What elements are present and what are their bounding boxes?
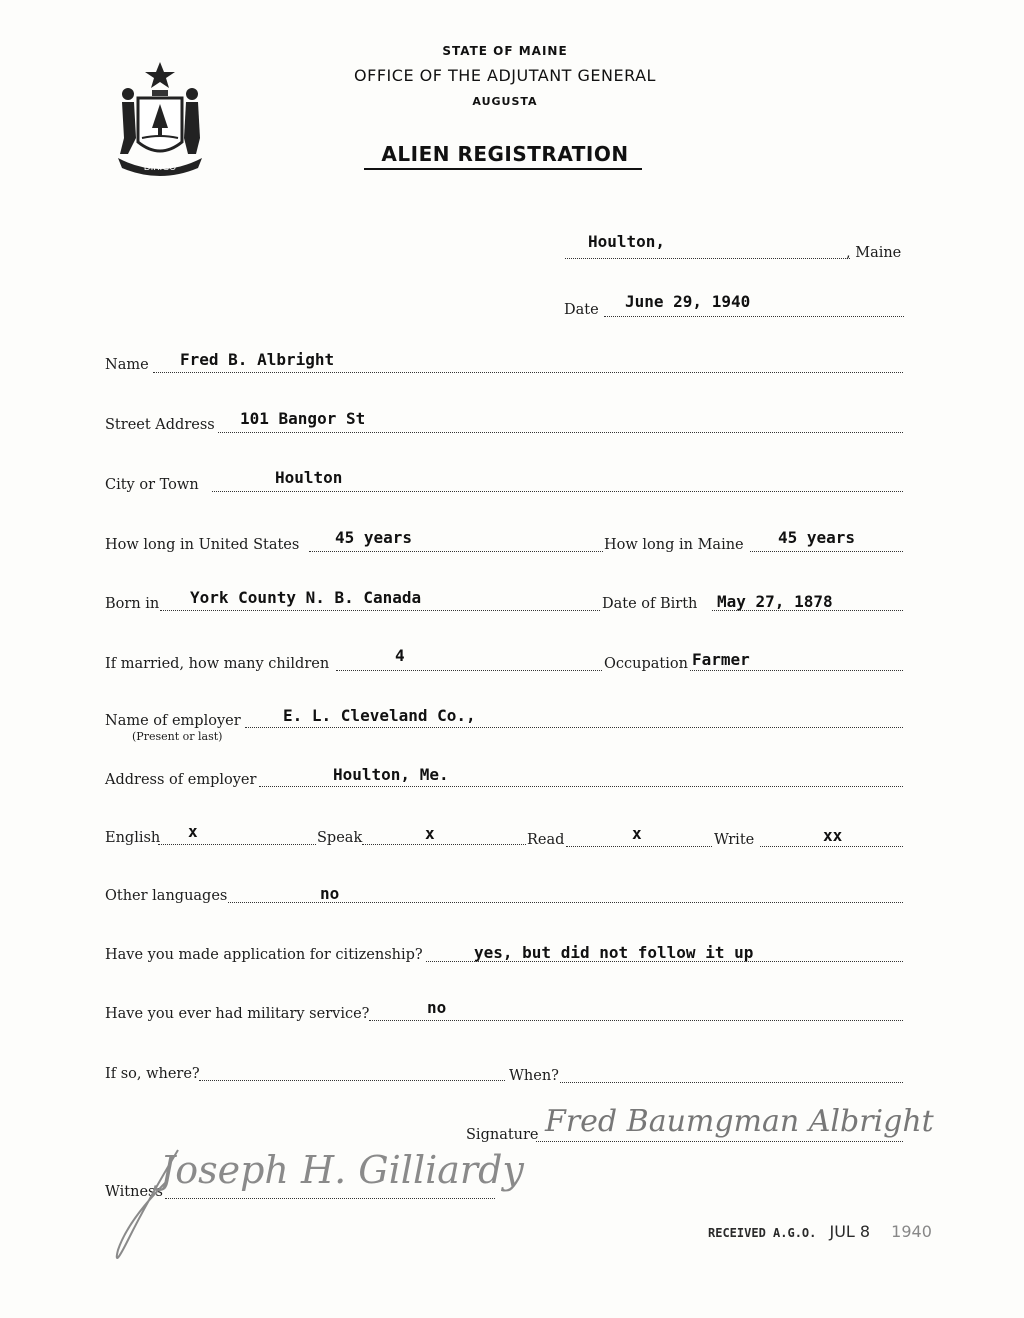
maine-years-value: 45 years xyxy=(778,528,856,547)
received-stamp-year: 1940 xyxy=(891,1222,932,1241)
us-years-line xyxy=(309,551,603,552)
occupation-value: Farmer xyxy=(692,650,750,669)
state-heading: STATE OF MAINE xyxy=(442,44,568,58)
signature-handwriting: Fred Baumgman Albright xyxy=(545,1104,934,1139)
us-years-label: How long in United States xyxy=(105,537,300,553)
born-label: Born in xyxy=(105,596,160,612)
other-languages-value: no xyxy=(320,884,340,903)
when-line xyxy=(560,1082,903,1083)
street-value: 101 Bangor St xyxy=(240,409,366,428)
children-label: If married, how many children xyxy=(105,656,330,672)
name-value: Fred B. Albright xyxy=(180,350,335,369)
occupation-label: Occupation xyxy=(604,656,688,672)
location-value: Houlton, xyxy=(588,232,666,251)
city-label: City or Town xyxy=(105,477,199,493)
read-label: Read xyxy=(527,832,565,848)
received-stamp xyxy=(708,1222,932,1241)
us-years-value: 45 years xyxy=(335,528,413,547)
citizenship-value: yes, but did not follow it up xyxy=(474,943,754,962)
location-suffix: , Maine xyxy=(846,245,902,261)
location-line xyxy=(565,258,850,259)
write-line xyxy=(760,846,903,847)
signature-line xyxy=(536,1141,903,1142)
city-value: Houlton xyxy=(275,468,343,487)
write-value: xx xyxy=(823,826,843,845)
city-line xyxy=(212,491,903,492)
read-line xyxy=(566,846,712,847)
speak-line xyxy=(362,844,526,845)
children-value: 4 xyxy=(395,646,405,665)
employer-address-label: Address of employer xyxy=(105,772,257,788)
read-value: x xyxy=(632,824,642,843)
witness-handwriting: Joseph H. Gilliardy xyxy=(160,1148,524,1192)
office-heading: OFFICE OF THE ADJUTANT GENERAL xyxy=(354,66,656,85)
employer-value: E. L. Cleveland Co., xyxy=(283,706,476,725)
received-stamp-date: JUL 8 xyxy=(829,1222,871,1241)
title-underline xyxy=(364,168,642,170)
employer-line xyxy=(245,727,903,728)
witness-label: Witness xyxy=(105,1184,163,1200)
dob-label: Date of Birth xyxy=(602,596,698,612)
date-value: June 29, 1940 xyxy=(625,292,751,311)
write-label: Write xyxy=(714,832,755,848)
seal-motto: DIRIGO xyxy=(143,163,177,173)
name-line xyxy=(153,372,903,373)
street-line xyxy=(218,432,903,433)
english-value: x xyxy=(188,822,198,841)
date-label: Date xyxy=(564,302,599,318)
speak-value: x xyxy=(425,824,435,843)
military-value: no xyxy=(427,998,447,1017)
date-line xyxy=(604,316,904,317)
witness-line xyxy=(165,1198,495,1199)
military-line xyxy=(369,1020,903,1021)
maine-years-line xyxy=(750,551,903,552)
military-label: Have you ever had military service? xyxy=(105,1006,370,1022)
employer-address-value: Houlton, Me. xyxy=(333,765,449,784)
state-seal-icon xyxy=(108,58,212,180)
citizenship-label: Have you made application for citizenship? xyxy=(105,947,423,963)
witness-flourish xyxy=(108,1140,188,1270)
occupation-line xyxy=(690,670,903,671)
employer-sublabel: (Present or last) xyxy=(132,730,223,743)
children-line xyxy=(336,670,602,671)
when-label: When? xyxy=(509,1068,559,1084)
signature-label: Signature xyxy=(466,1127,539,1143)
speak-label: Speak xyxy=(317,830,363,846)
page-title: ALIEN REGISTRATION xyxy=(381,142,629,166)
other-languages-label: Other languages xyxy=(105,888,228,904)
name-label: Name xyxy=(105,357,149,373)
english-label: English xyxy=(105,830,161,846)
dob-value: May 27, 1878 xyxy=(717,592,833,611)
where-line xyxy=(199,1080,505,1081)
english-line xyxy=(158,844,316,845)
born-value: York County N. B. Canada xyxy=(190,588,422,607)
received-stamp-text: RECEIVED A.G.O. xyxy=(708,1226,817,1240)
employer-address-line xyxy=(259,786,903,787)
where-label: If so, where? xyxy=(105,1066,200,1082)
city-heading: AUGUSTA xyxy=(472,95,538,108)
born-line xyxy=(160,610,600,611)
employer-label: Name of employer xyxy=(105,713,241,729)
street-label: Street Address xyxy=(105,417,215,433)
maine-years-label: How long in Maine xyxy=(604,537,744,553)
